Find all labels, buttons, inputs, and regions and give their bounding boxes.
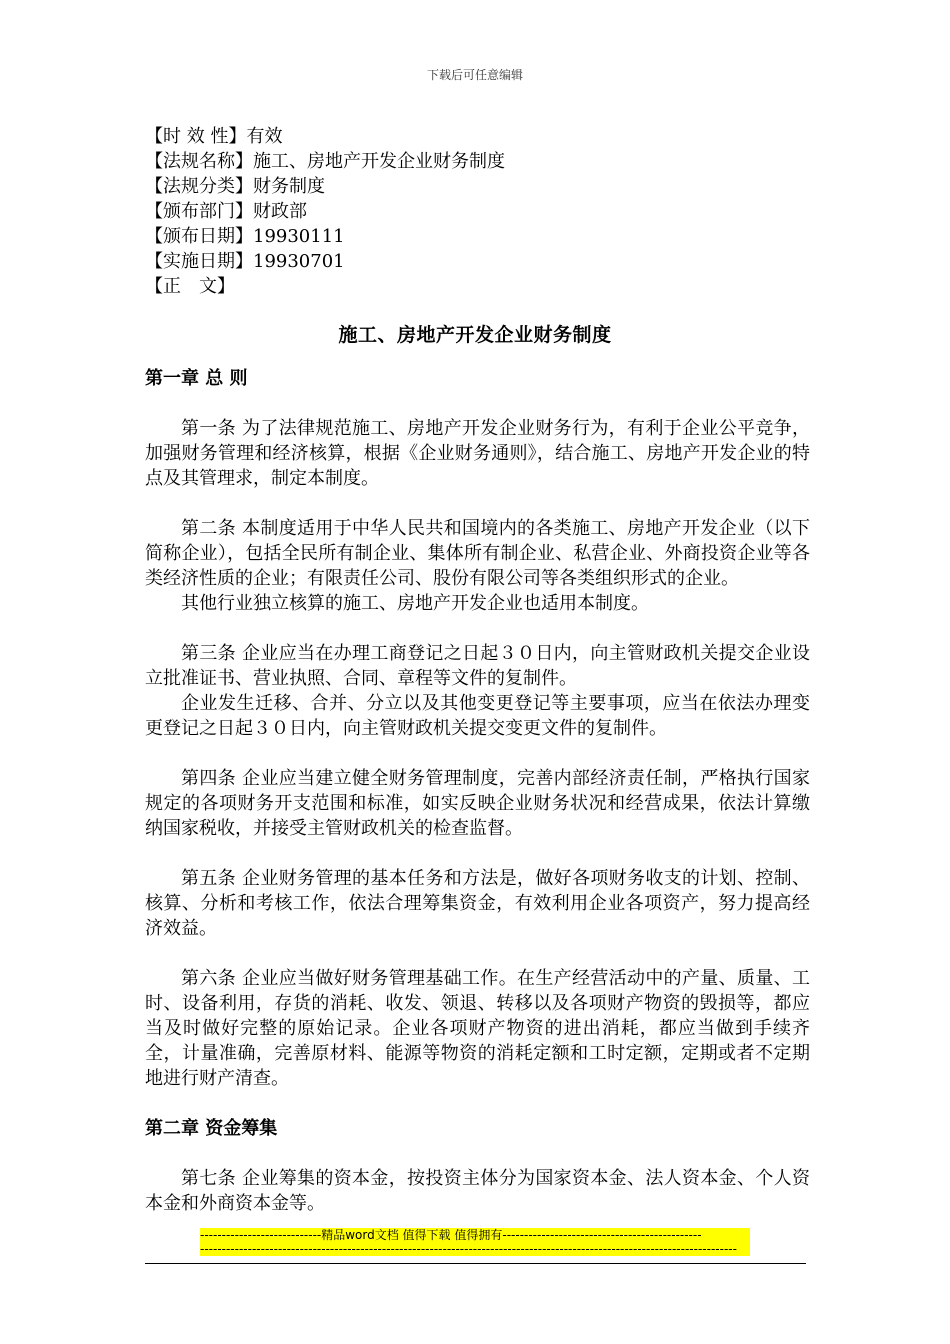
article-4: 第四条 企业应当建立健全财务管理制度，完善内部经济责任制，严格执行国家规定的各项财务开支范围和标准，如实反映企业财务状况和经营成果，依法计算缴纳国家税收，并接受主管财政机关的检查监督。: [145, 768, 810, 839]
document-body: [145, 366, 810, 1216]
meta-issue-date: 【颁布日期】19930111: [145, 226, 345, 247]
footer-banner-dashes: ----------------------------------------------------------------------------------------------------------------------------: [200, 1242, 737, 1256]
article-7: 第七条 企业筹集的资本金，按投资主体分为国家资本金、法人资本金、个人资本金和外商资本金等。: [145, 1168, 810, 1214]
meta-category: 【法规分类】财务制度: [145, 176, 325, 197]
article-5: 第五条 企业财务管理的基本任务和方法是，做好各项财务收支的计划、控制、核算、分析和考核工作，依法合理筹集资金，有效利用企业各项资产，努力提高经济效益。: [145, 868, 810, 939]
meta-regulation-name: 【法规名称】施工、房地产开发企业财务制度: [145, 151, 505, 172]
article-3: 第三条 企业应当在办理工商登记之日起３０日内，向主管财政机关提交企业设立批准证书、营业执照、合同、章程等文件的复制件。: [145, 643, 810, 689]
meta-effective-date: 【实施日期】19930701: [145, 251, 345, 272]
article-6: 第六条 企业应当做好财务管理基础工作。在生产经营活动中的产量、质量、工时、设备利用，存货的消耗、收发、领退、转移以及各项财产物资的毁损等，都应当及时做好完整的原始记录。企业各项财产物资的进出消耗，都应当做到手续齐全，计量准确，完善原材料、能源等物资的消耗定额和工时定额，定期或者不定期地进行财产清查。: [145, 968, 810, 1089]
footer-banner-text: ----------------------------精品word文档 值得下载 值得拥有----------------------------------------------: [200, 1228, 702, 1242]
footer-rule: [145, 1263, 806, 1264]
article-3-paragraph-2: 企业发生迁移、合并、分立以及其他变更登记等主要事项，应当在依法办理变更登记之日起３０日内，向主管财政机关提交变更文件的复制件。: [145, 693, 810, 739]
chapter-heading: 第一章 总 则: [145, 368, 248, 389]
metadata-block: [145, 124, 505, 299]
meta-issuing-department: 【颁布部门】财政部: [145, 201, 307, 222]
article-2-paragraph-2: 其他行业独立核算的施工、房地产开发企业也适用本制度。: [181, 593, 649, 614]
header-note: 下载后可任意编辑: [426, 68, 523, 82]
article-2: 第二条 本制度适用于中华人民共和国境内的各类施工、房地产开发企业（以下简称企业），包括全民所有制企业、集体所有制企业、私营企业、外商投资企业等各类经济性质的企业；有限责任公司、股份有限公司等各类组织形式的企业。: [145, 518, 810, 589]
meta-validity: 【时 效 性】有效: [145, 126, 283, 147]
article-1: 第一条 为了法律规范施工、房地产开发企业财务行为，有利于企业公平竞争，加强财务管理和经济核算，根据《企业财务通则》，结合施工、房地产开发企业的特点及其管理求，制定本制度。: [145, 418, 810, 489]
document-title: 施工、房地产开发企业财务制度: [338, 324, 612, 346]
meta-body-label: 【正 文】: [145, 276, 235, 297]
chapter-heading-2: 第二章 资金筹集: [145, 1118, 278, 1139]
footer-banner: [200, 1228, 750, 1256]
